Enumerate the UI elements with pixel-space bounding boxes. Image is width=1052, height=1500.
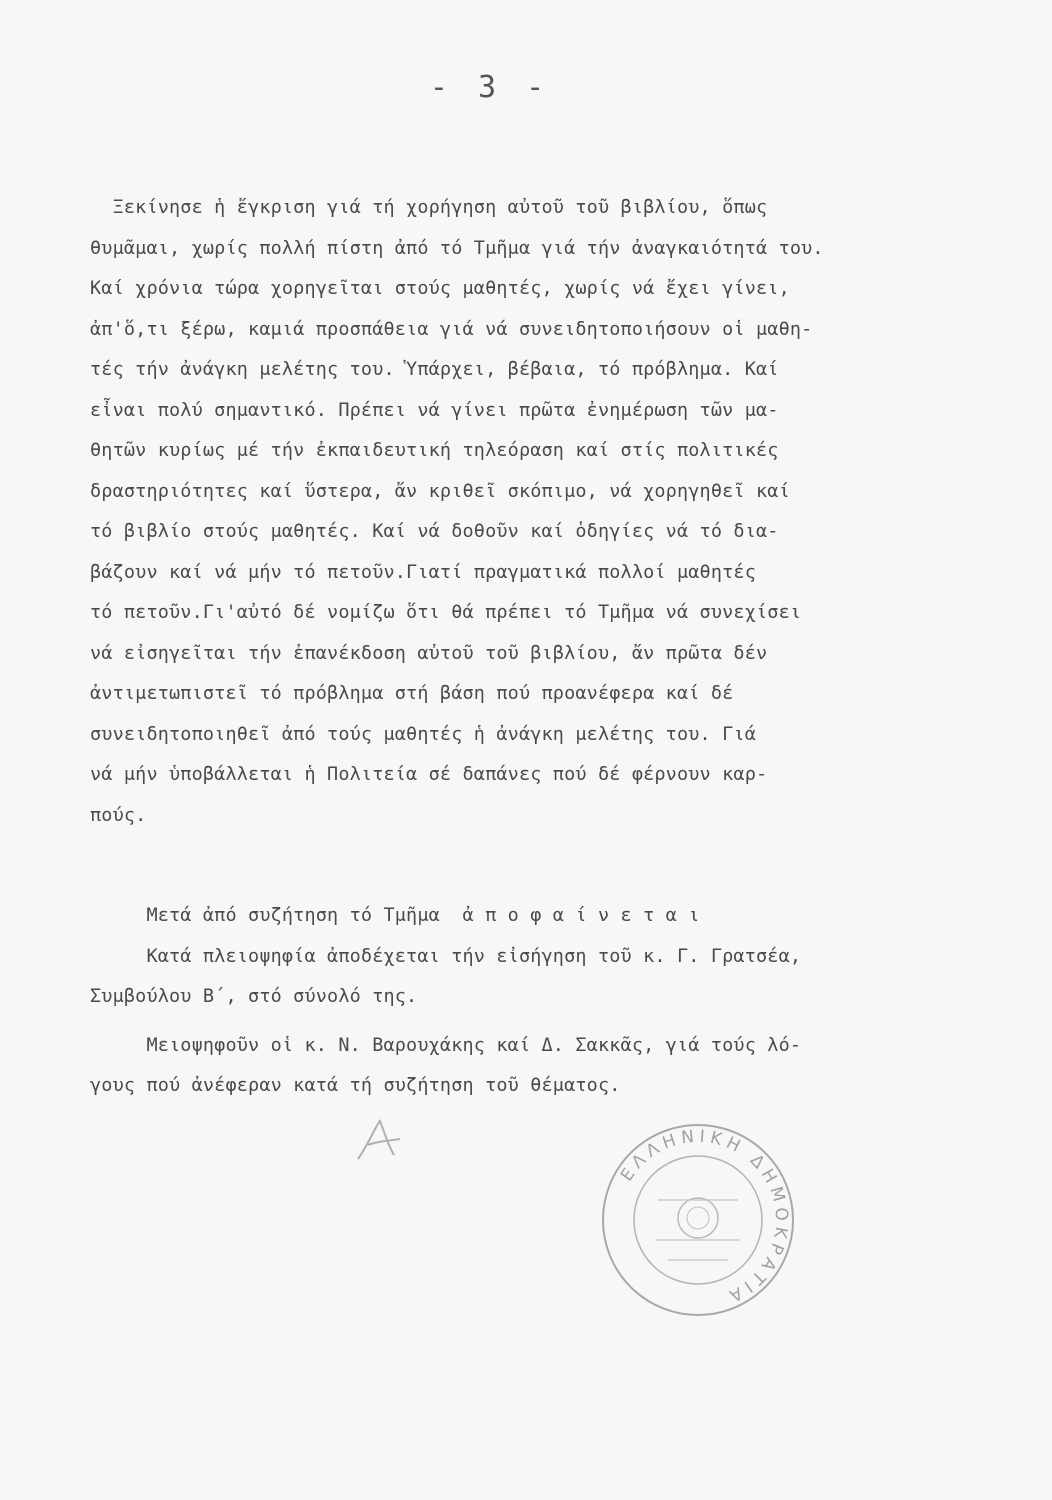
- paragraph-2: [90, 937, 980, 1018]
- text-line: νά μήν ὑποβάλλεται ἡ Πολιτεία σέ δαπάνες πού δέ φέρνουν καρ-: [90, 764, 768, 785]
- text-line: βάζουν καί νά μήν τό πετοῦν.Γιατί πραγματικά πολλοί μαθητές: [90, 561, 756, 583]
- stamp-ring-text: ΕΛΛΗΝΙΚΗ ΔΗΜΟΚΡΑΤΙΑ: [616, 1126, 792, 1308]
- handwritten-initial: [350, 1115, 410, 1165]
- text-line: θυμᾶμαι, χωρίς πολλή πίστη ἀπό τό Τμῆμα γιά τήν ἀναγκαιότητά του.: [90, 237, 824, 259]
- text-line: Μειοψηφοῦν οἱ κ. Ν. Βαρουχάκης καί Δ. Σακκᾶς, γιά τούς λό-: [90, 1034, 802, 1056]
- text-line: Ξεκίνησε ἡ ἔγκριση γιά τή χορήγηση αὐτοῦ τοῦ βιβλίου, ὅπως: [90, 197, 768, 218]
- text-line: τό βιβλίο στούς μαθητές. Καί νά δοθοῦν καί ὁδηγίες νά τό δια-: [90, 521, 779, 542]
- text-line: ἀπ'ὅ,τι ξέρω, καμιά προσπάθεια γιά νά συνειδητοποιήσουν οἱ μαθη-: [90, 318, 813, 340]
- paragraph-gap: [90, 836, 980, 896]
- decision-intro: Μετά ἀπό συζήτηση τό Τμῆμα ἀ π ο φ α ί ν ε τ α ι: [90, 905, 700, 926]
- document-body: [90, 188, 980, 1107]
- text-line: πούς.: [90, 804, 147, 826]
- text-line: Συμβούλου Β΄, στό σύνολό της.: [90, 986, 418, 1007]
- page-number: - 3 -: [429, 70, 551, 105]
- text-line: θητῶν κυρίως μέ τήν ἐκπαιδευτική τηλεόραση καί στίς πολιτικές: [90, 440, 779, 461]
- text-line: συνειδητοποιηθεῖ ἀπό τούς μαθητές ἡ ἀνάγκη μελέτης του. Γιά: [90, 723, 756, 745]
- paragraph-3: [90, 1026, 980, 1107]
- text-line: δραστηριότητες καί ὕστερα, ἄν κριθεῖ σκόπιμο, νά χορηγηθεῖ καί: [90, 480, 790, 502]
- text-line: Καί χρόνια τώρα χορηγεῖται στούς μαθητές, χωρίς νά ἔχει γίνει,: [90, 278, 790, 299]
- paragraph-gap: [90, 1018, 980, 1026]
- paragraph-1: [90, 188, 980, 836]
- text-line: τό πετοῦν.Γι'αὐτό δέ νομίζω ὅτι θά πρέπει τό Τμῆμα νά συνεχίσει: [90, 602, 802, 623]
- text-line: Κατά πλειοψηφία ἀποδέχεται τήν εἰσήγηση τοῦ κ. Γ. Γρατσέα,: [90, 945, 802, 967]
- text-line: τές τήν ἀνάγκη μελέτης του. Ὑπάρχει, βέβαια, τό πρόβλημα. Καί: [90, 359, 779, 380]
- text-line: νά εἰσηγεῖται τήν ἐπανέκδοση αὐτοῦ τοῦ βιβλίου, ἄν πρῶτα δέν: [90, 642, 768, 664]
- text-line: εἶναι πολύ σημαντικό. Πρέπει νά γίνει πρῶτα ἐνημέρωση τῶν μα-: [90, 399, 779, 421]
- text-line: ἀντιμετωπιστεῖ τό πρόβλημα στή βάση πού προανέφερα καί δέ: [90, 683, 734, 704]
- text-line: γους πού ἀνέφεραν κατά τή συζήτηση τοῦ θέματος.: [90, 1075, 621, 1096]
- official-stamp: [598, 1120, 798, 1320]
